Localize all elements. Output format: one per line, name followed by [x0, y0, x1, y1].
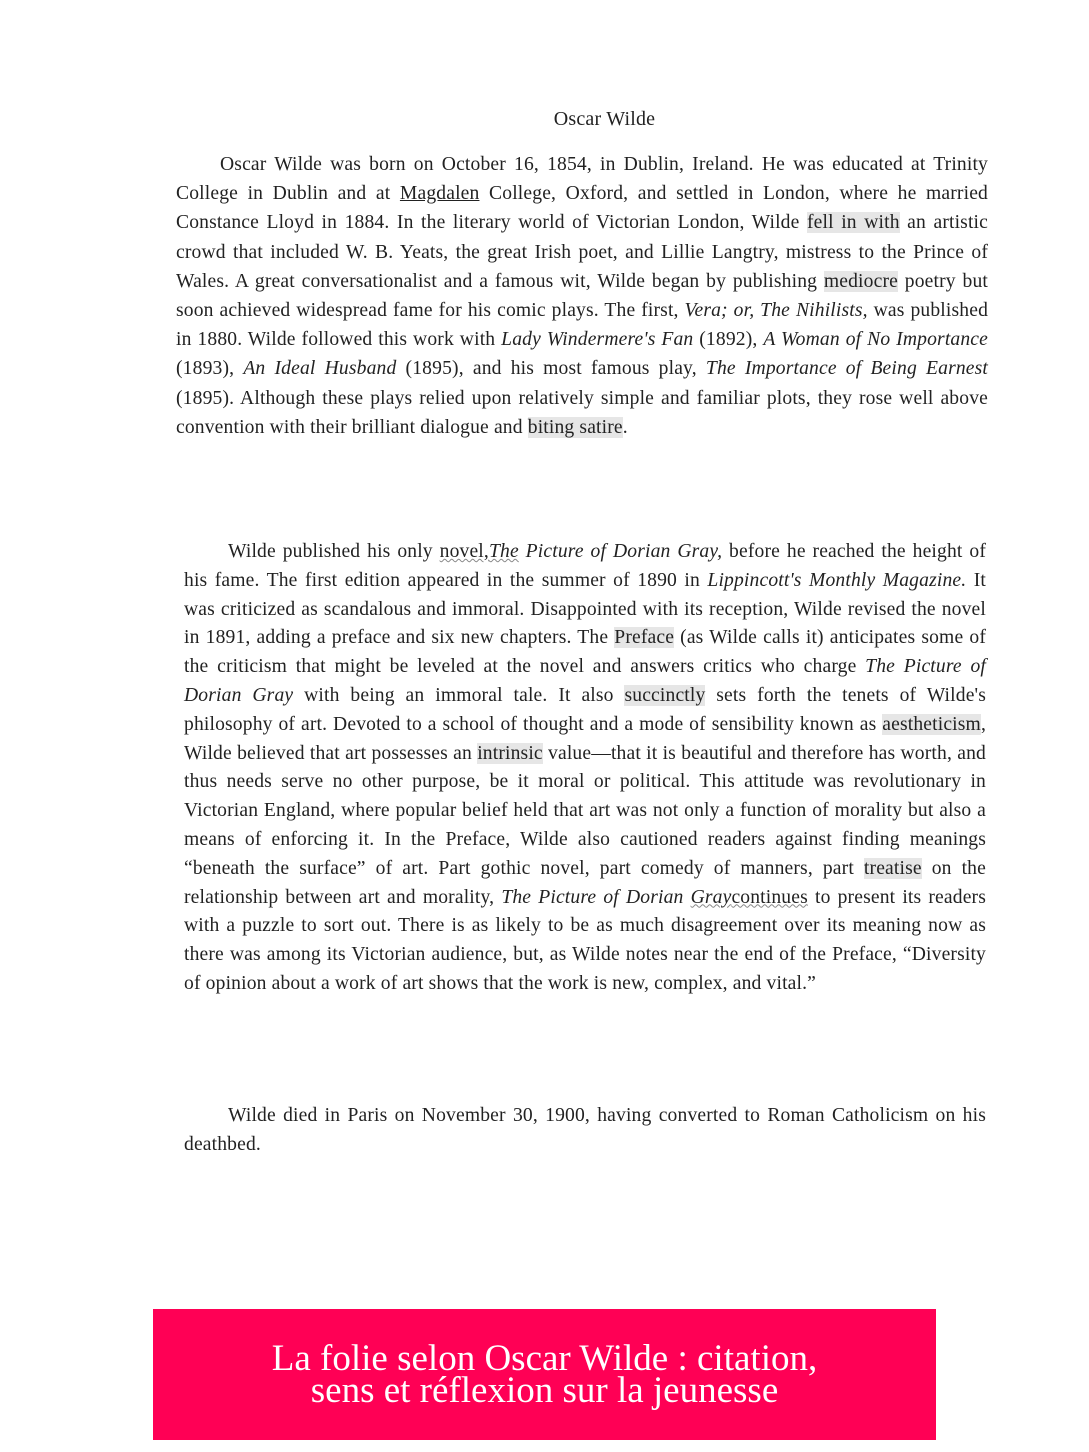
highlighted-word: Preface — [614, 627, 675, 649]
play-title: Vera; or, The Nihilists, — [684, 300, 868, 322]
novel-title: The Picture of Dorian — [501, 886, 691, 908]
novel-title: Picture of Dorian Gray, — [518, 541, 723, 562]
highlighted-word: intrinsic — [477, 742, 543, 764]
flagged-word: novel, — [439, 541, 489, 562]
banner-title: La folie selon Oscar Wilde : citation, sens et réflexion sur la jeunesse — [271, 1337, 818, 1411]
highlighted-word: aestheticism — [882, 713, 981, 735]
novel-title: The Picture of Dorian Gray — [184, 656, 986, 706]
flagged-word: continues — [731, 886, 808, 908]
play-title: The Importance of Being Earnest — [705, 358, 989, 380]
flagged-word: The — [488, 541, 519, 562]
highlighted-phrase: biting satire — [527, 416, 623, 438]
title-banner — [153, 1309, 936, 1440]
paragraph-biography: Oscar Wilde was born on October 16, 1854, in Dublin, Ireland. He was educated at Trinity College in Dublin and at Magdalen College, Oxford, and settled in London, where he married Constance Lloyd in 1884. In the literary world of Victorian London, Wilde fell in with an artistic crowd that included W. B. Yeats, the great Irish poet, and Lillie Langtry, mistress to the Prince of Wales. A great conversationalist and a famous wit, Wilde began by publishing mediocre poetry but soon achieved widespread fame for his comic plays. The first, Vera; or, The Nihilists, was published in 1880. Wilde followed this work with Lady Windermere's Fan (1892), A Woman of No Importance (1893), An Ideal Husband (1895), and his most famous play, The Importance of Being Earnest (1895). Although these plays relied upon relatively simple and familiar plots, they rose well above convention with their brilliant dialogue and biting satire. — [176, 154, 989, 438]
paragraph-dorian-gray: Wilde published his only novel,The Picture of Dorian Gray, before he reached the height of his fame. The first edition appeared in the summer of 1890 in Lippincott's Monthly Magazine. It was criticized as scandalous and immoral. Disappointed with its reception, Wilde revised the novel in 1891, adding a preface and six new chapters. The Preface (as Wilde calls it) anticipates some of the criticism that might be leveled at the novel and answers critics who charge The Picture of Dorian Gray with being an immoral tale. It also succinctly sets forth the tenets of Wilde's philosophy of art. Devoted to a school of thought and a mode of sensibility known as aestheticism, Wilde believed that art possesses an intrinsic value—that it is beautiful and therefore has worth, and thus needs serve no other purpose, be it moral or political. This attitude was revolutionary in Victorian England, where popular belief held that art was not only a function of morality but also a means of enforcing it. In the Preface, Wilde also cautioned readers against finding meanings “beneath the surface” of art. Part gothic novel, part comedy of manners, part treatise on the relationship between art and morality, The Picture of Dorian Graycontinues to present its readers with a puzzle to sort out. There is as likely to be as much disagreement over its meaning now as there was among its Victorian audience, but, as Wilde notes near the end of the Preface, “Diversity of opinion about a work of art shows that the work is new, complex, and vital.” — [184, 541, 986, 994]
flagged-word: Gray — [690, 886, 732, 908]
play-title: Lady Windermere's Fan — [501, 329, 694, 351]
highlighted-word: succinctly — [624, 684, 706, 706]
play-title: An Ideal Husband — [243, 358, 397, 380]
paragraph-death: Wilde died in Paris on November 30, 1900, having converted to Roman Catholicism on his deathbed. — [184, 1105, 986, 1155]
underlined-word: Magdalen — [399, 183, 480, 205]
highlighted-word: mediocre — [823, 270, 898, 292]
document-title: Oscar Wilde — [553, 108, 656, 130]
magazine-title: Lippincott's Monthly Magazine. — [707, 569, 967, 591]
highlighted-phrase: fell in with — [806, 212, 900, 234]
play-title: A Woman of No Importance — [763, 329, 988, 351]
highlighted-word: treatise — [863, 857, 922, 879]
